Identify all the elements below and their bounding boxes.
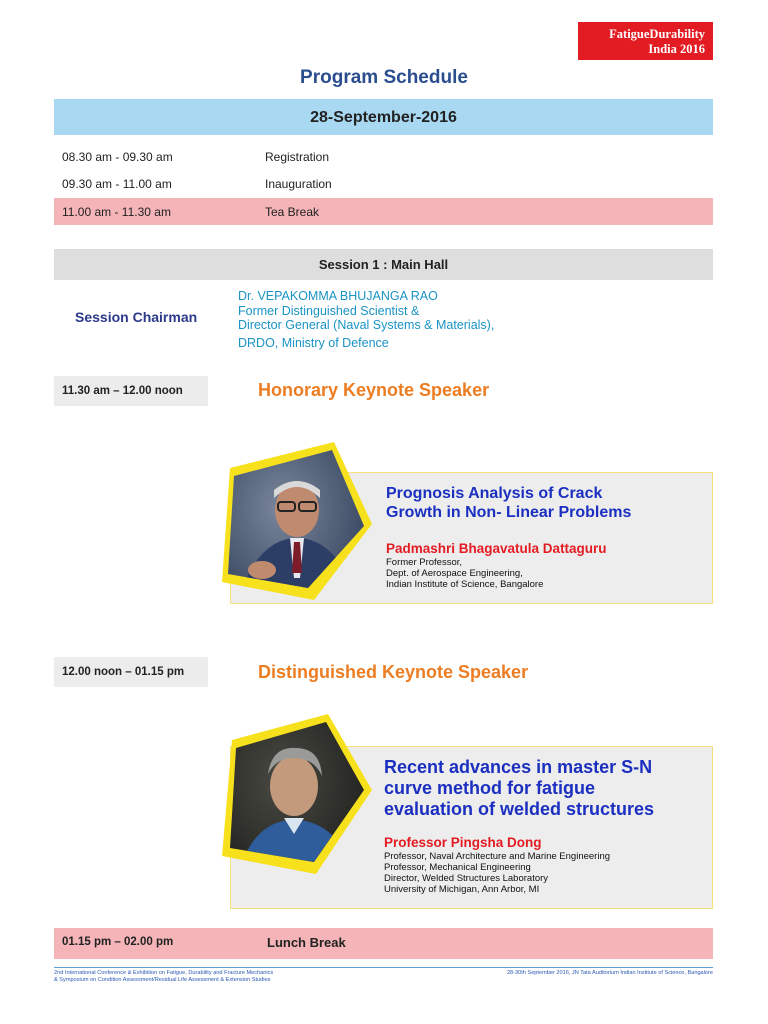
keynote-1-affiliation [386, 557, 543, 590]
keynote-1-photo [222, 438, 372, 613]
affiliation-line: Professor, Mechanical Engineering [384, 862, 531, 873]
affiliation-line: Dept. of Aerospace Engineering, [386, 568, 523, 579]
schedule-row-tea-break [54, 198, 713, 225]
session-chairman-label: Session Chairman [75, 309, 198, 325]
schedule-row [54, 170, 713, 197]
chairman-line: DRDO, Ministry of Defence [238, 335, 389, 350]
keynote-1-heading: Honorary Keynote Speaker [258, 380, 490, 400]
footer-divider [54, 967, 713, 968]
keynote-2-speaker: Professor Pingsha Dong [384, 835, 542, 850]
chairman-line: Former Distinguished Scientist & [238, 303, 420, 318]
keynote-2-heading: Distinguished Keynote Speaker [258, 662, 529, 682]
footer-left [54, 970, 273, 984]
footer-right: 28-30th September 2016, JN Tata Auditorium Indian Institute of Science, Bangalore [506, 970, 713, 976]
schedule-time: 08.30 am - 09.30 am [62, 150, 173, 164]
session-bar: Session 1 : Main Hall [54, 249, 713, 280]
page-title: Program Schedule [300, 67, 468, 88]
affiliation-line: Indian Institute of Science, Bangalore [386, 579, 544, 590]
schedule-time: 11.00 am - 11.30 am [62, 205, 171, 219]
schedule-event: Tea Break [265, 205, 320, 219]
lunch-time: 01.15 pm – 02.00 pm [62, 936, 174, 948]
talk-line: curve method for fatigue [384, 778, 596, 798]
keynote-1-talk-title [386, 484, 631, 522]
schedule-event: Registration [265, 150, 330, 164]
talk-line: evaluation of welded structures [384, 799, 655, 819]
lunch-event: Lunch Break [267, 935, 346, 950]
date-bar: 28-September-2016 [54, 99, 713, 135]
affiliation-line: Professor, Naval Architecture and Marine Engineering [384, 851, 611, 862]
keynote-2-time: 12.00 noon – 01.15 pm [54, 657, 208, 687]
keynote-2-talk-title [384, 757, 654, 820]
schedule-row [54, 143, 713, 170]
session-chairman-info [238, 289, 494, 350]
schedule-event: Inauguration [265, 177, 332, 191]
schedule-time: 09.30 am - 11.00 am [62, 177, 172, 191]
keynote-2-affiliation [384, 851, 610, 895]
keynote-1-time: 11.30 am – 12.00 noon [54, 376, 208, 406]
talk-line: Growth in Non- Linear Problems [386, 504, 632, 521]
talk-line: Recent advances in master S-N [384, 757, 653, 777]
affiliation-line: University of Michigan, Ann Arbor, MI [384, 884, 540, 895]
keynote-2-photo [222, 708, 372, 888]
chairman-line: Director General (Naval Systems & Materials), [238, 318, 495, 332]
affiliation-line: Former Professor, [386, 557, 463, 568]
keynote-1-speaker: Padmashri Bhagavatula Dattaguru [386, 541, 607, 556]
lunch-row [54, 928, 713, 959]
affiliation-line: Director, Welded Structures Laboratory [384, 873, 549, 884]
brand-line-1: FatigueDurability [609, 27, 705, 41]
brand-badge [578, 22, 713, 60]
brand-line-2: India 2016 [648, 42, 705, 56]
footer-line: & Symposium on Condition Assessment/Residual Life Assessment & Extension Studies [54, 977, 271, 983]
talk-line: Prognosis Analysis of Crack [386, 485, 603, 502]
chairman-line: Dr. VEPAKOMMA BHUJANGA RAO [238, 289, 438, 303]
footer-line: 2nd International Conference & Exhibition on Fatigue, Durability and Fracture Mechanics [54, 970, 274, 976]
